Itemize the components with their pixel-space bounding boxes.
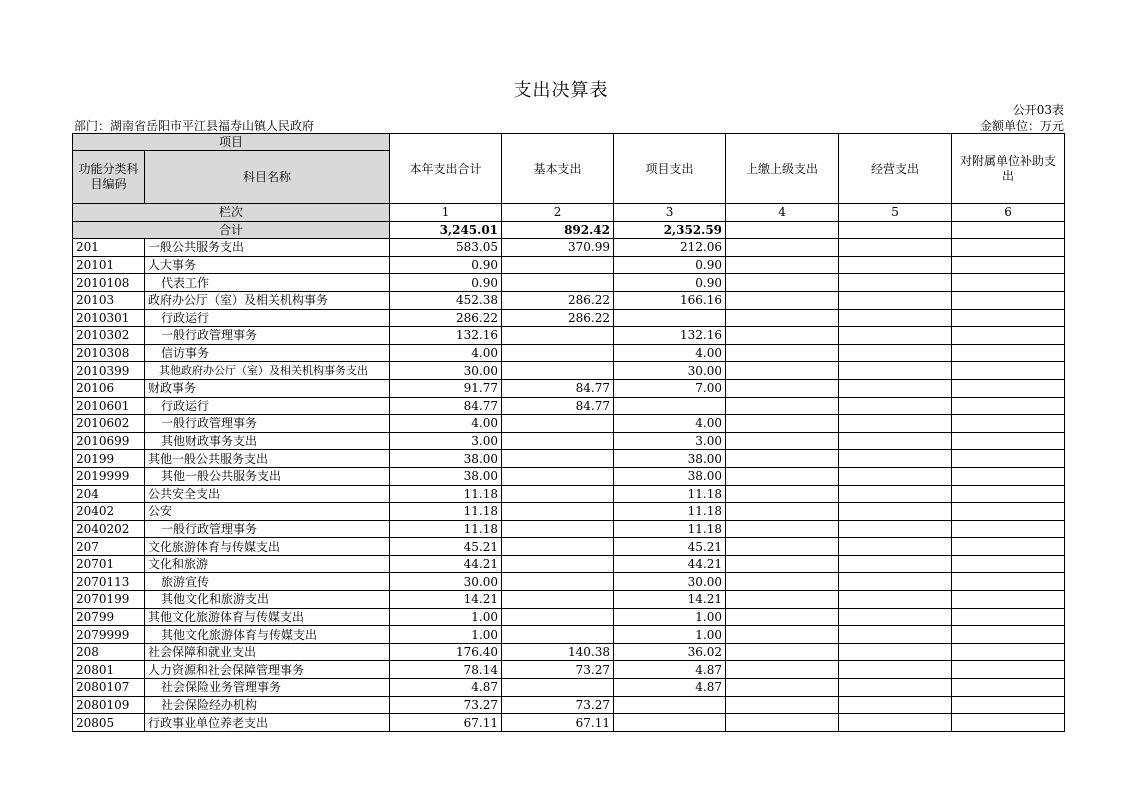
row-col6 xyxy=(952,643,1065,661)
table-row xyxy=(73,538,1065,556)
col-number-1: 1 xyxy=(390,204,502,222)
row-col6 xyxy=(952,432,1065,450)
row-code: 2010602 xyxy=(73,415,145,433)
row-code: 2070199 xyxy=(73,591,145,609)
row-col4 xyxy=(726,397,839,415)
row-code: 20805 xyxy=(73,714,145,732)
table-row xyxy=(73,485,1065,503)
row-code: 20199 xyxy=(73,450,145,468)
row-col5 xyxy=(839,239,952,257)
row-col5 xyxy=(839,538,952,556)
row-col2 xyxy=(502,503,614,521)
row-col2 xyxy=(502,362,614,380)
row-col3: 14.21 xyxy=(614,591,726,609)
row-col6 xyxy=(952,274,1065,292)
row-col5 xyxy=(839,520,952,538)
row-col1: 176.40 xyxy=(390,643,502,661)
table-row xyxy=(73,555,1065,573)
row-col4 xyxy=(726,573,839,591)
row-col6 xyxy=(952,327,1065,345)
row-name: 文化旅游体育与传媒支出 xyxy=(145,538,390,556)
row-col4 xyxy=(726,362,839,380)
row-col1: 30.00 xyxy=(390,573,502,591)
header-operating-expenditure: 经营支出 xyxy=(839,134,952,204)
row-col5 xyxy=(839,608,952,626)
table-row xyxy=(73,661,1065,679)
row-col3: 0.90 xyxy=(614,256,726,274)
row-col2 xyxy=(502,591,614,609)
row-name: 一般行政管理事务 xyxy=(145,415,390,433)
row-col4 xyxy=(726,344,839,362)
row-col1: 73.27 xyxy=(390,696,502,714)
row-col6 xyxy=(952,256,1065,274)
row-col2 xyxy=(502,450,614,468)
row-col4 xyxy=(726,679,839,697)
row-col5 xyxy=(839,450,952,468)
row-col2 xyxy=(502,626,614,644)
row-col5 xyxy=(839,379,952,397)
row-name: 政府办公厅（室）及相关机构事务 xyxy=(145,291,390,309)
row-col6 xyxy=(952,696,1065,714)
row-col2: 84.77 xyxy=(502,379,614,397)
row-col6 xyxy=(952,714,1065,732)
row-col3: 0.90 xyxy=(614,274,726,292)
row-col6 xyxy=(952,591,1065,609)
row-col6 xyxy=(952,362,1065,380)
row-col5 xyxy=(839,362,952,380)
row-col3: 30.00 xyxy=(614,362,726,380)
row-col6 xyxy=(952,555,1065,573)
table-row xyxy=(73,450,1065,468)
row-col1: 1.00 xyxy=(390,626,502,644)
row-name: 信访事务 xyxy=(145,344,390,362)
row-col1: 286.22 xyxy=(390,309,502,327)
total-col1: 3,245.01 xyxy=(390,221,502,239)
row-name: 文化和旅游 xyxy=(145,555,390,573)
row-code: 2010308 xyxy=(73,344,145,362)
row-col5 xyxy=(839,626,952,644)
total-col4 xyxy=(726,221,839,239)
row-code: 20402 xyxy=(73,503,145,521)
row-name: 其他一般公共服务支出 xyxy=(145,450,390,468)
row-col3: 3.00 xyxy=(614,432,726,450)
row-col3: 132.16 xyxy=(614,327,726,345)
row-col4 xyxy=(726,432,839,450)
row-col6 xyxy=(952,291,1065,309)
total-row xyxy=(73,221,1065,239)
row-col4 xyxy=(726,485,839,503)
row-col5 xyxy=(839,467,952,485)
total-col3: 2,352.59 xyxy=(614,221,726,239)
expenditure-table xyxy=(72,133,1065,732)
table-row xyxy=(73,520,1065,538)
row-col3 xyxy=(614,696,726,714)
table-row xyxy=(73,608,1065,626)
row-code: 20106 xyxy=(73,379,145,397)
row-code: 20701 xyxy=(73,555,145,573)
row-name: 其他文化旅游体育与传媒支出 xyxy=(145,608,390,626)
table-row xyxy=(73,415,1065,433)
row-col5 xyxy=(839,643,952,661)
header-project-expenditure: 项目支出 xyxy=(614,134,726,204)
row-col1: 45.21 xyxy=(390,538,502,556)
row-name: 一般行政管理事务 xyxy=(145,327,390,345)
row-col3: 30.00 xyxy=(614,573,726,591)
row-col1: 11.18 xyxy=(390,485,502,503)
row-col3: 7.00 xyxy=(614,379,726,397)
header-code: 功能分类科目编码 xyxy=(73,151,145,204)
row-col2 xyxy=(502,467,614,485)
row-col6 xyxy=(952,538,1065,556)
row-col3: 4.00 xyxy=(614,344,726,362)
col-number-4: 4 xyxy=(726,204,839,222)
row-col2: 67.11 xyxy=(502,714,614,732)
row-code: 201 xyxy=(73,239,145,257)
table-row xyxy=(73,362,1065,380)
row-code: 208 xyxy=(73,643,145,661)
row-col4 xyxy=(726,520,839,538)
row-col1: 0.90 xyxy=(390,274,502,292)
row-name: 旅游宣传 xyxy=(145,573,390,591)
row-col6 xyxy=(952,397,1065,415)
row-col3: 4.00 xyxy=(614,415,726,433)
row-name: 人大事务 xyxy=(145,256,390,274)
row-code: 204 xyxy=(73,485,145,503)
header-subsidy-affiliated: 对附属单位补助支出 xyxy=(952,134,1065,204)
row-col5 xyxy=(839,309,952,327)
table-row xyxy=(73,256,1065,274)
row-col4 xyxy=(726,626,839,644)
row-col4 xyxy=(726,591,839,609)
row-col5 xyxy=(839,679,952,697)
row-name: 社会保障和就业支出 xyxy=(145,643,390,661)
row-col1: 67.11 xyxy=(390,714,502,732)
row-col5 xyxy=(839,344,952,362)
table-row xyxy=(73,397,1065,415)
row-col2 xyxy=(502,432,614,450)
row-col5 xyxy=(839,591,952,609)
row-col3: 4.87 xyxy=(614,661,726,679)
table-row xyxy=(73,503,1065,521)
table-row xyxy=(73,591,1065,609)
row-col5 xyxy=(839,274,952,292)
row-col4 xyxy=(726,467,839,485)
row-code: 20801 xyxy=(73,661,145,679)
row-col2: 73.27 xyxy=(502,661,614,679)
row-col1: 0.90 xyxy=(390,256,502,274)
row-col3: 1.00 xyxy=(614,626,726,644)
row-col4 xyxy=(726,309,839,327)
row-col6 xyxy=(952,503,1065,521)
row-col1: 3.00 xyxy=(390,432,502,450)
row-name: 社会保险经办机构 xyxy=(145,696,390,714)
row-col1: 4.00 xyxy=(390,344,502,362)
row-col3: 44.21 xyxy=(614,555,726,573)
table-row xyxy=(73,573,1065,591)
total-col6 xyxy=(952,221,1065,239)
table-row xyxy=(73,467,1065,485)
row-col3: 38.00 xyxy=(614,450,726,468)
row-name: 公共安全支出 xyxy=(145,485,390,503)
row-col3: 1.00 xyxy=(614,608,726,626)
row-col1: 44.21 xyxy=(390,555,502,573)
row-code: 2080109 xyxy=(73,696,145,714)
row-col4 xyxy=(726,291,839,309)
row-col1: 30.00 xyxy=(390,362,502,380)
table-row xyxy=(73,643,1065,661)
row-col4 xyxy=(726,661,839,679)
row-name: 一般行政管理事务 xyxy=(145,520,390,538)
row-col5 xyxy=(839,714,952,732)
row-code: 2010399 xyxy=(73,362,145,380)
row-col6 xyxy=(952,661,1065,679)
row-col1: 84.77 xyxy=(390,397,502,415)
row-col3: 212.06 xyxy=(614,239,726,257)
row-col1: 1.00 xyxy=(390,608,502,626)
row-name: 行政事业单位养老支出 xyxy=(145,714,390,732)
col-number-3: 3 xyxy=(614,204,726,222)
row-name: 一般公共服务支出 xyxy=(145,239,390,257)
row-col6 xyxy=(952,485,1065,503)
row-col4 xyxy=(726,239,839,257)
header-basic-expenditure: 基本支出 xyxy=(502,134,614,204)
row-code: 2079999 xyxy=(73,626,145,644)
row-col3: 4.87 xyxy=(614,679,726,697)
table-row xyxy=(73,379,1065,397)
row-col4 xyxy=(726,274,839,292)
table-row xyxy=(73,679,1065,697)
row-col2 xyxy=(502,327,614,345)
row-col2 xyxy=(502,256,614,274)
row-code: 2010302 xyxy=(73,327,145,345)
row-col3: 11.18 xyxy=(614,520,726,538)
row-col1: 583.05 xyxy=(390,239,502,257)
table-row xyxy=(73,714,1065,732)
row-code: 2019999 xyxy=(73,467,145,485)
row-col1: 38.00 xyxy=(390,467,502,485)
row-name: 其他文化旅游体育与传媒支出 xyxy=(145,626,390,644)
row-code: 20101 xyxy=(73,256,145,274)
row-col1: 91.77 xyxy=(390,379,502,397)
table-row xyxy=(73,309,1065,327)
row-code: 2010301 xyxy=(73,309,145,327)
row-col6 xyxy=(952,450,1065,468)
row-col2: 140.38 xyxy=(502,643,614,661)
row-col5 xyxy=(839,432,952,450)
row-name: 其他政府办公厅（室）及相关机构事务支出 xyxy=(145,362,390,380)
row-col2 xyxy=(502,520,614,538)
row-col2 xyxy=(502,274,614,292)
row-col2: 286.22 xyxy=(502,309,614,327)
col-number-5: 5 xyxy=(839,204,952,222)
row-col1: 4.87 xyxy=(390,679,502,697)
row-col2 xyxy=(502,538,614,556)
row-col2 xyxy=(502,415,614,433)
row-col4 xyxy=(726,256,839,274)
row-name: 代表工作 xyxy=(145,274,390,292)
row-col6 xyxy=(952,467,1065,485)
table-row xyxy=(73,344,1065,362)
row-col6 xyxy=(952,309,1065,327)
row-name: 其他文化和旅游支出 xyxy=(145,591,390,609)
row-code: 2080107 xyxy=(73,679,145,697)
row-name: 社会保险业务管理事务 xyxy=(145,679,390,697)
row-col4 xyxy=(726,379,839,397)
row-col6 xyxy=(952,573,1065,591)
row-name: 财政事务 xyxy=(145,379,390,397)
row-col5 xyxy=(839,397,952,415)
table-row xyxy=(73,327,1065,345)
row-col1: 4.00 xyxy=(390,415,502,433)
table-row xyxy=(73,239,1065,257)
row-col4 xyxy=(726,643,839,661)
row-col2 xyxy=(502,555,614,573)
form-number: 公开03表 xyxy=(1012,103,1064,117)
row-code: 2010108 xyxy=(73,274,145,292)
header-lanci: 栏次 xyxy=(73,204,390,222)
row-col5 xyxy=(839,415,952,433)
row-col6 xyxy=(952,626,1065,644)
row-name: 其他财政事务支出 xyxy=(145,432,390,450)
row-name: 其他一般公共服务支出 xyxy=(145,467,390,485)
row-code: 2010699 xyxy=(73,432,145,450)
row-col4 xyxy=(726,538,839,556)
row-col2 xyxy=(502,679,614,697)
header-remit-superior: 上缴上级支出 xyxy=(726,134,839,204)
row-col5 xyxy=(839,291,952,309)
table-row xyxy=(73,291,1065,309)
row-col2: 370.99 xyxy=(502,239,614,257)
row-col6 xyxy=(952,520,1065,538)
row-col2 xyxy=(502,344,614,362)
row-col2 xyxy=(502,608,614,626)
page-title: 支出决算表 xyxy=(513,80,609,101)
total-label: 合计 xyxy=(73,221,390,239)
col-number-2: 2 xyxy=(502,204,614,222)
row-col4 xyxy=(726,327,839,345)
row-col4 xyxy=(726,608,839,626)
col-number-6: 6 xyxy=(952,204,1065,222)
row-col6 xyxy=(952,344,1065,362)
row-col5 xyxy=(839,555,952,573)
row-col3: 38.00 xyxy=(614,467,726,485)
row-col6 xyxy=(952,679,1065,697)
row-col5 xyxy=(839,696,952,714)
row-col1: 14.21 xyxy=(390,591,502,609)
row-code: 2010601 xyxy=(73,397,145,415)
row-col2: 84.77 xyxy=(502,397,614,415)
row-col4 xyxy=(726,503,839,521)
row-name: 行政运行 xyxy=(145,309,390,327)
row-col6 xyxy=(952,379,1065,397)
row-col4 xyxy=(726,450,839,468)
row-col3: 45.21 xyxy=(614,538,726,556)
row-col5 xyxy=(839,256,952,274)
row-col5 xyxy=(839,661,952,679)
row-col3: 166.16 xyxy=(614,291,726,309)
row-col3 xyxy=(614,309,726,327)
header-total-expenditure: 本年支出合计 xyxy=(390,134,502,204)
row-col1: 11.18 xyxy=(390,520,502,538)
row-col2: 73.27 xyxy=(502,696,614,714)
row-col5 xyxy=(839,573,952,591)
row-code: 20103 xyxy=(73,291,145,309)
row-col1: 132.16 xyxy=(390,327,502,345)
row-code: 2040202 xyxy=(73,520,145,538)
table-row xyxy=(73,696,1065,714)
row-col2 xyxy=(502,573,614,591)
row-col1: 11.18 xyxy=(390,503,502,521)
row-col5 xyxy=(839,485,952,503)
row-col2 xyxy=(502,485,614,503)
row-col1: 78.14 xyxy=(390,661,502,679)
table-row xyxy=(73,626,1065,644)
department-label: 部门：湖南省岳阳市平江县福寿山镇人民政府 xyxy=(74,119,315,133)
amount-unit-label: 金额单位：万元 xyxy=(979,119,1064,133)
row-col6 xyxy=(952,608,1065,626)
total-col2: 892.42 xyxy=(502,221,614,239)
row-code: 20799 xyxy=(73,608,145,626)
row-name: 人力资源和社会保障管理事务 xyxy=(145,661,390,679)
row-code: 207 xyxy=(73,538,145,556)
row-col4 xyxy=(726,555,839,573)
row-col3 xyxy=(614,397,726,415)
row-col6 xyxy=(952,415,1065,433)
row-col3: 36.02 xyxy=(614,643,726,661)
row-col1: 38.00 xyxy=(390,450,502,468)
row-col1: 452.38 xyxy=(390,291,502,309)
row-col3 xyxy=(614,714,726,732)
table-row xyxy=(73,432,1065,450)
row-name: 公安 xyxy=(145,503,390,521)
row-col4 xyxy=(726,714,839,732)
row-name: 行政运行 xyxy=(145,397,390,415)
row-col3: 11.18 xyxy=(614,485,726,503)
header-item: 项目 xyxy=(73,134,390,151)
row-col6 xyxy=(952,239,1065,257)
row-col4 xyxy=(726,415,839,433)
header-name: 科目名称 xyxy=(145,151,390,204)
row-col5 xyxy=(839,503,952,521)
row-col2: 286.22 xyxy=(502,291,614,309)
table-row xyxy=(73,274,1065,292)
total-col5 xyxy=(839,221,952,239)
row-col5 xyxy=(839,327,952,345)
row-col3: 11.18 xyxy=(614,503,726,521)
row-col4 xyxy=(726,696,839,714)
row-code: 2070113 xyxy=(73,573,145,591)
